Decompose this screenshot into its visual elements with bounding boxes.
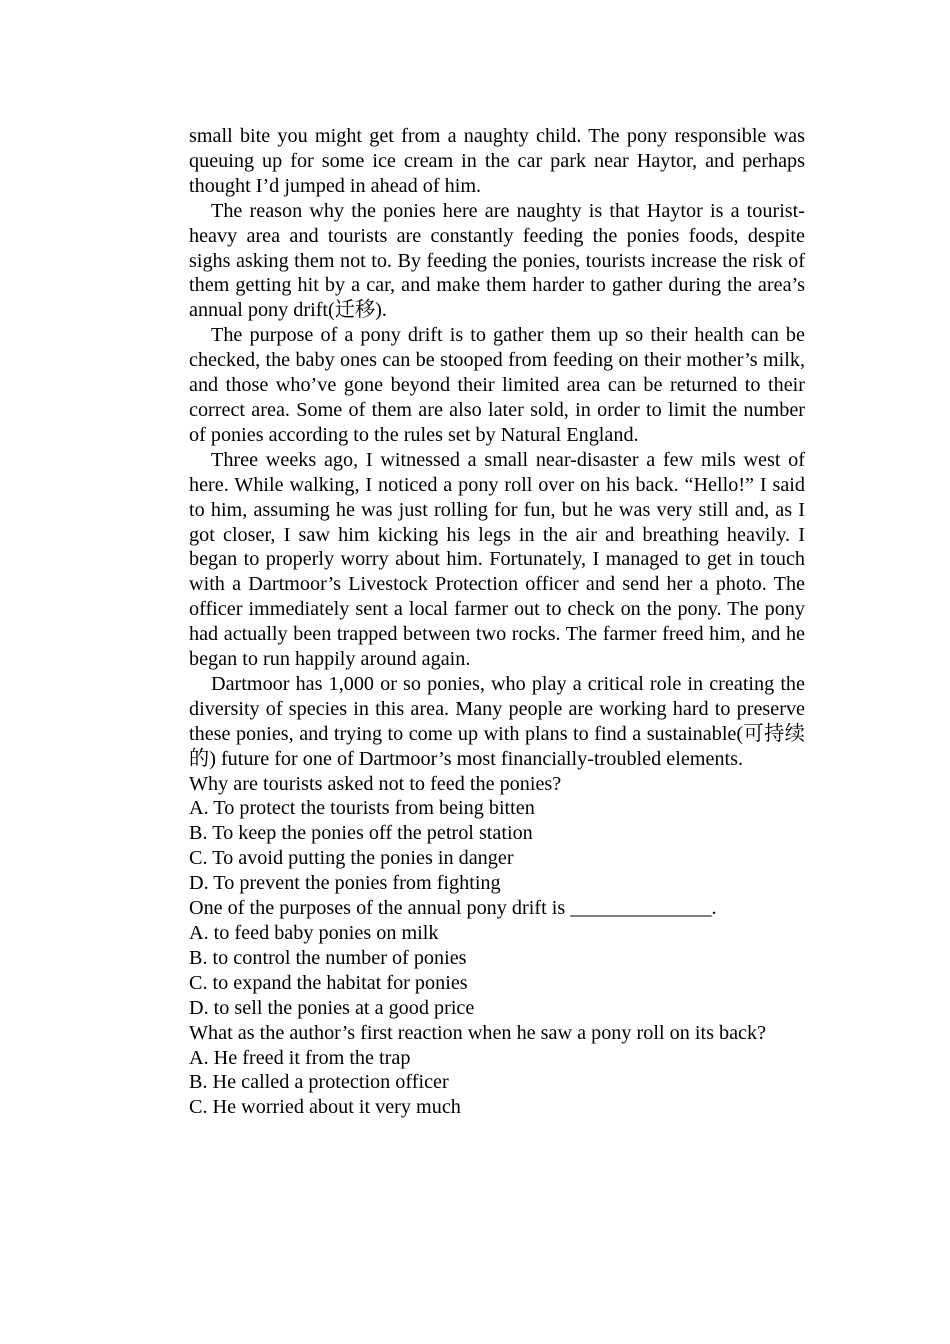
answer-option: A. to feed baby ponies on milk	[189, 922, 439, 944]
question-stem: One of the purposes of the annual pony drift is ______________.	[189, 897, 717, 920]
question-1	[189, 772, 805, 897]
passage	[189, 124, 805, 772]
passage-paragraph: small bite you might get from a naughty child. The pony responsible was queuing up for some ice cream in the car park near Haytor, and perhaps thought I’d jumped in ahead of him.	[189, 125, 805, 197]
answer-option: C. He worried about it very much	[189, 1096, 461, 1119]
question-2	[189, 896, 805, 1021]
passage-paragraph: Dartmoor has 1,000 or so ponies, who play a critical role in creating the diversity of species in this area. Many people are working hard to preserve these ponies, and trying to come up with plans to find a sustainable(可持续的) future for one of Dartmoor’s most financially-troubled elements.	[189, 672, 805, 770]
question-3	[189, 1021, 805, 1121]
answer-option: D. to sell the ponies at a good price	[189, 996, 475, 1019]
document-page	[189, 124, 805, 1120]
answer-option: D. To prevent the ponies from fighting	[189, 872, 501, 895]
question-stem: What as the author’s first reaction when he saw a pony roll on its back?	[189, 1021, 767, 1044]
passage-paragraph: The reason why the ponies here are naughty is that Haytor is a tourist-heavy area and tourists are constantly feeding the ponies foods, despite sighs asking them not to. By feeding the ponies, tourists increase the risk of them getting hit by a car, and make them harder to gather during the area’s annual pony drift(迁移).	[189, 199, 805, 322]
answer-option: B. to control the number of ponies	[189, 946, 467, 969]
answer-option: B. To keep the ponies off the petrol station	[189, 822, 533, 845]
answer-option: B. He called a protection officer	[189, 1071, 449, 1094]
passage-paragraph: Three weeks ago, I witnessed a small near-disaster a few mils west of here. While walking, I noticed a pony roll over on his back. “Hello!” I said to him, assuming he was just rolling for fun, but he was very still and, as I got closer, I saw him kicking his legs in the air and breathing heavily. I began to properly worry about him. Fortunately, I managed to get in touch with a Dartmoor’s Livestock Protection officer and send her a photo. The officer immediately sent a local farmer out to check on the pony. The pony had actually been trapped between two rocks. The farmer freed him, and he began to run happily around again.	[189, 448, 805, 671]
answer-option: C. to expand the habitat for ponies	[189, 971, 468, 994]
answer-option: C. To avoid putting the ponies in danger	[189, 847, 514, 870]
question-stem: Why are tourists asked not to feed the ponies?	[189, 772, 562, 795]
answer-option: A. He freed it from the trap	[189, 1046, 411, 1069]
answer-option: A. To protect the tourists from being bitten	[189, 797, 535, 820]
passage-paragraph: The purpose of a pony drift is to gather them up so their health can be checked, the baby ones can be stooped from feeding on their mother’s milk, and those who’ve gone beyond their limited area can be returned to their correct area. Some of them are also later sold, in order to limit the number of ponies according to the rules set by Natural England.	[189, 324, 805, 446]
